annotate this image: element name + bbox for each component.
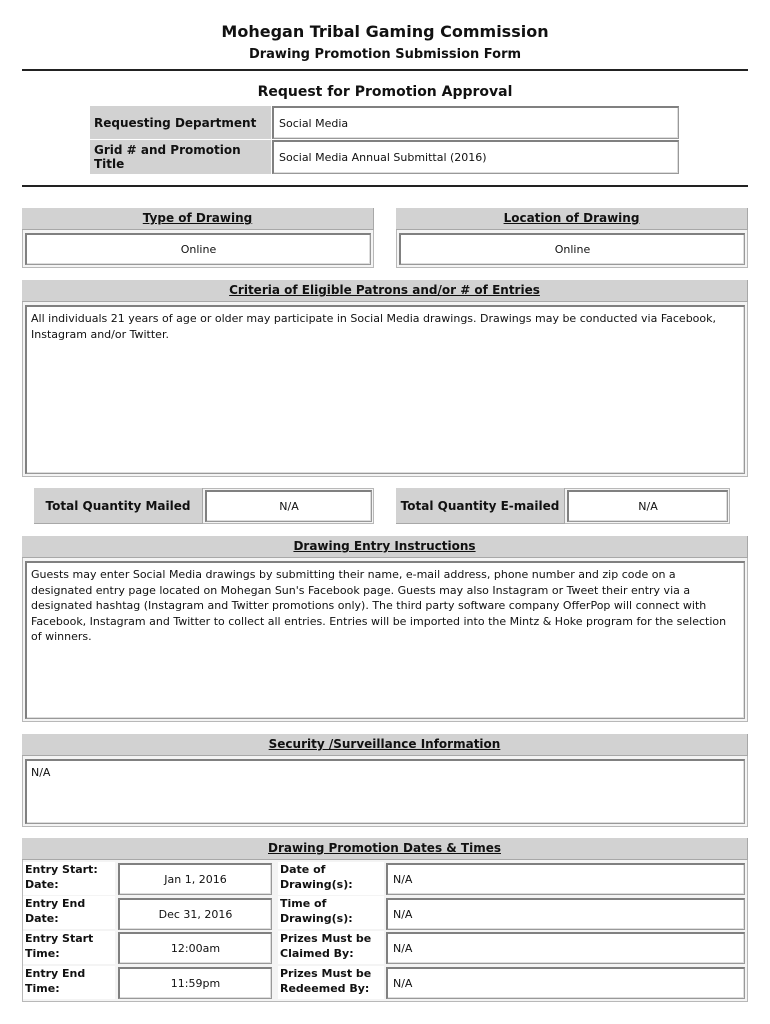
type-of-drawing-label: Type of Drawing [22,208,374,230]
criteria-field[interactable]: All individuals 21 years of age or older may participate in Social Media drawings. Drawings may be conducted via Facebook, Instagram and/or Twitter. [25,305,745,474]
entry-end-time-field[interactable]: 11:59pm [118,967,272,999]
location-of-drawing-field[interactable]: Online [399,233,745,265]
security-label: Security /Surveillance Information [22,734,748,756]
entry-start-date-field[interactable]: Jan 1, 2016 [118,863,272,895]
type-of-drawing-field[interactable]: Online [25,233,371,265]
prizes-claimed-by-field[interactable]: N/A [386,932,745,964]
date-of-drawing-field[interactable]: N/A [386,863,745,895]
prizes-claimed-by-label: Prizes Must be Claimed By: [278,931,384,964]
time-of-drawing-label: Time of Drawing(s): [278,896,384,929]
entry-start-time-label: Entry Start Time: [23,931,115,964]
criteria-label: Criteria of Eligible Patrons and/or # of Entries [22,280,748,302]
total-quantity-emailed-label: Total Quantity E-mailed [396,488,565,524]
date-of-drawing-label: Date of Drawing(s): [278,862,384,895]
request-heading: Request for Promotion Approval [257,84,513,100]
divider [22,69,748,71]
form-subtitle: Drawing Promotion Submission Form [248,47,522,62]
form-title: Mohegan Tribal Gaming Commission [221,22,549,41]
divider [22,185,748,187]
security-field[interactable]: N/A [25,759,745,824]
time-of-drawing-field[interactable]: N/A [386,898,745,930]
promotion-title-label: Grid # and Promotion Title [90,140,271,174]
entry-end-date-field[interactable]: Dec 31, 2016 [118,898,272,930]
total-quantity-mailed-field[interactable]: N/A [205,490,372,522]
dates-label: Drawing Promotion Dates & Times [22,838,748,860]
instructions-label: Drawing Entry Instructions [22,536,748,558]
entry-end-date-label: Entry End Date: [23,896,115,929]
total-quantity-mailed-label: Total Quantity Mailed [34,488,203,524]
promotion-title-field[interactable]: Social Media Annual Submittal (2016) [272,140,679,174]
requesting-department-field[interactable]: Social Media [272,106,679,139]
entry-start-date-label: Entry Start: Date: [23,862,115,895]
prizes-redeemed-by-field[interactable]: N/A [386,967,745,999]
location-of-drawing-label: Location of Drawing [396,208,748,230]
prizes-redeemed-by-label: Prizes Must be Redeemed By: [278,966,384,999]
instructions-field[interactable]: Guests may enter Social Media drawings by submitting their name, e-mail address, phone number and zip code on a designated entry page located on Mohegan Sun's Facebook page. Guests may also Instagram or Tweet their entry via a designated hashtag (Instagram and Twitter promotions only). The third party software company OfferPop will connect with Facebook, Instagram and Twitter to collect all entries. Entries will be imported into the Mintz & Hoke program for the selection of winners. [25,561,745,719]
entry-end-time-label: Entry End Time: [23,966,115,999]
total-quantity-emailed-field[interactable]: N/A [567,490,728,522]
requesting-department-label: Requesting Department [90,106,271,139]
entry-start-time-field[interactable]: 12:00am [118,932,272,964]
